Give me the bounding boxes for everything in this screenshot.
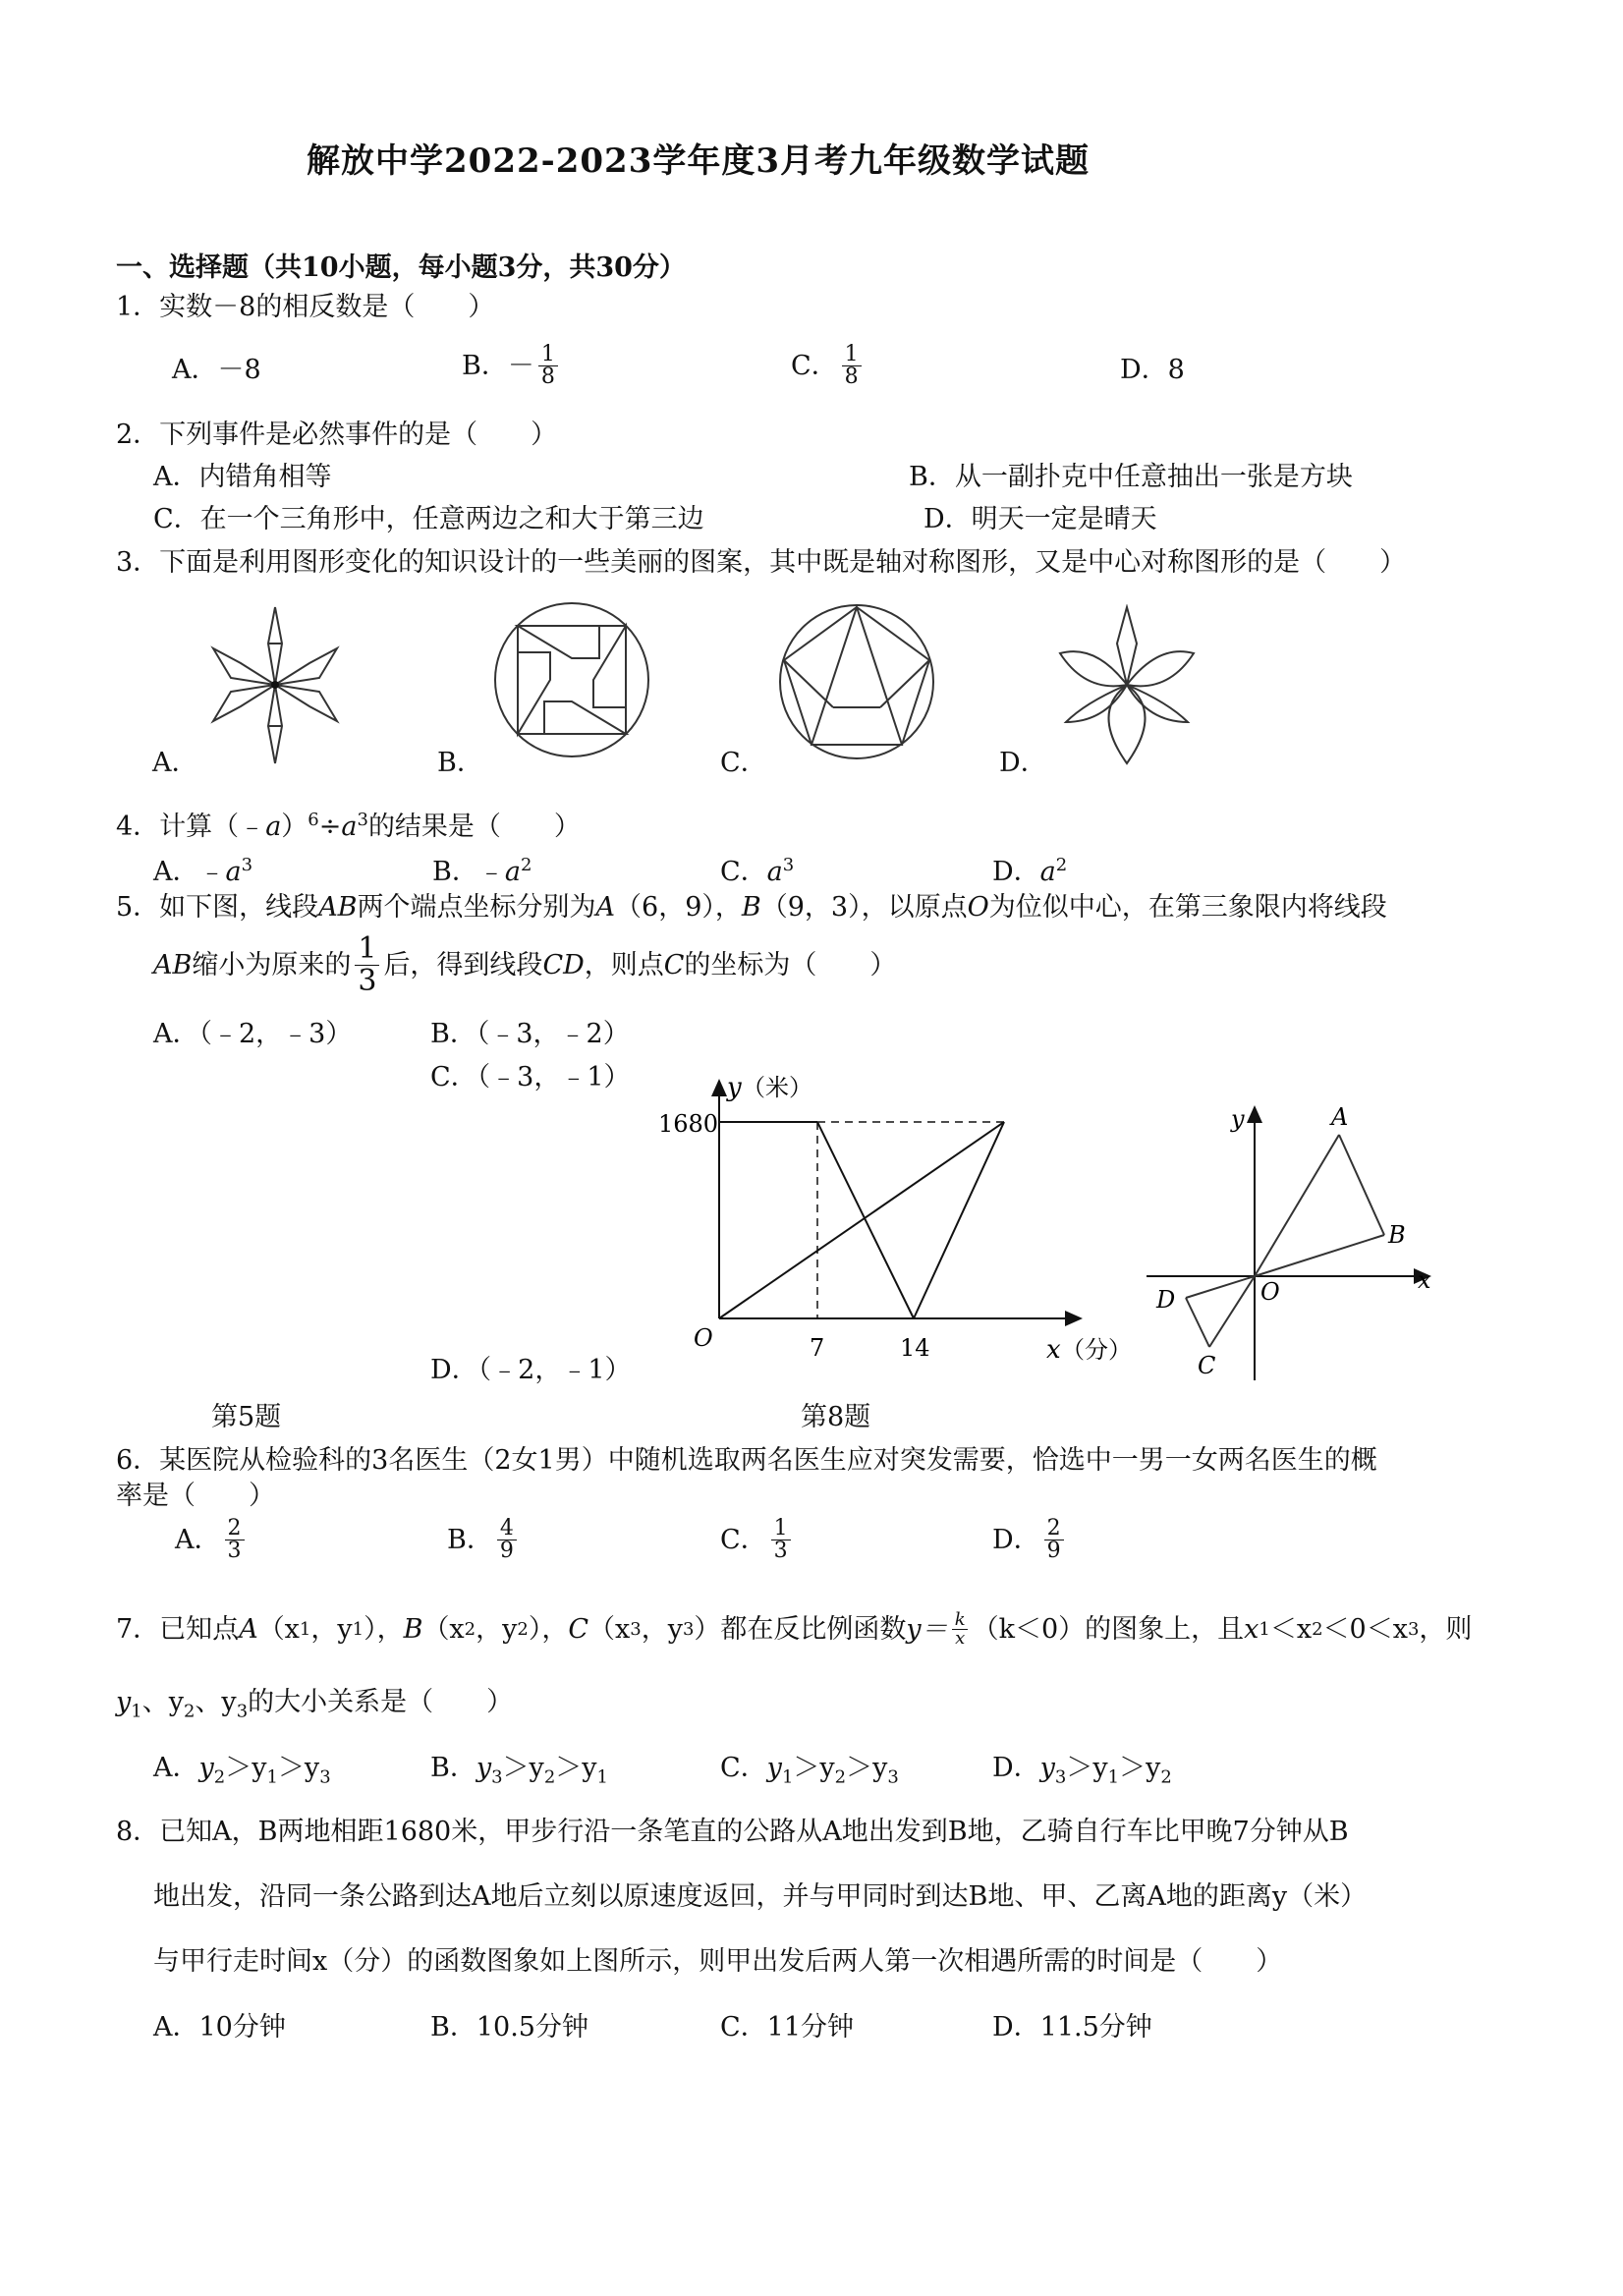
q6-option-d[interactable]: D． $\frac{2}{9}$ — [992, 1518, 1068, 1562]
q7-option-c[interactable]: C．$y_1>y_2>y_3$ — [720, 1753, 899, 1788]
q5-fig-y-label: y — [1231, 1105, 1245, 1133]
page-title: 解放中学2022-2023学年度3月考九年级数学试题 — [307, 141, 1091, 181]
q8-graph-x-7: 7 — [810, 1334, 825, 1362]
q8-stem-line3: 与甲行走时间x（分）的函数图象如上图所示，则甲出发后两人第一次相遇所需的时间是（ ） — [153, 1946, 1283, 1977]
q6-option-a[interactable]: A． $\frac{2}{3}$ — [175, 1518, 249, 1562]
q3-figure-b-square-pinwheel — [491, 599, 653, 761]
q7-option-d[interactable]: D．$y_3>y_1>y_2$ — [992, 1753, 1172, 1788]
q2-option-d[interactable]: D．明天一定是晴天 — [923, 504, 1157, 534]
q5-fig-x-label: x — [1418, 1266, 1431, 1294]
q2-stem: 2．下列事件是必然事件的是（ ） — [116, 420, 558, 450]
q3-figure-d-flower — [1056, 604, 1199, 766]
q6-option-b[interactable]: B． $\frac{4}{9}$ — [447, 1518, 521, 1562]
q1-option-c[interactable]: C． $\frac{1}{8}$ — [791, 344, 866, 388]
q6-option-c[interactable]: C． $\frac{1}{3}$ — [720, 1518, 795, 1562]
q5-stem-line1: 5．如下图，线段AB两个端点坐标分别为A（6，9），B（9，3），以原点O为位似中心，在第三象限内将线段 — [116, 892, 1387, 923]
q5-fig-point-c: C — [1198, 1352, 1216, 1379]
q8-graph-y-unit: （米） — [742, 1074, 812, 1101]
q3-figure-a-star — [201, 604, 349, 766]
q4-option-c[interactable]: C．$a^3$ — [720, 855, 795, 887]
q1-option-a[interactable]: A．－8 — [172, 355, 261, 385]
q4-option-b[interactable]: B．$﹣a^2$ — [432, 855, 532, 887]
q3-option-d[interactable]: D． — [999, 748, 1047, 778]
q8-graph-origin: O — [694, 1324, 713, 1352]
q8-stem-line1: 8．已知A，B两地相距1680米，甲步行沿一条笔直的公路从A地出发到B地，乙骑自行车比甲晚7分钟从B — [116, 1817, 1349, 1847]
q2-option-b[interactable]: B．从一副扑克中任意抽出一张是方块 — [909, 462, 1353, 492]
q7-option-b[interactable]: B．$y_3>y_2>y_1$ — [430, 1753, 608, 1788]
q2-option-c[interactable]: C．在一个三角形中，任意两边之和大于第三边 — [153, 504, 704, 534]
q3-stem: 3．下面是利用图形变化的知识设计的一些美丽的图案，其中既是轴对称图形，又是中心对称图形的是（ ） — [116, 547, 1407, 578]
q6-stem-line1: 6．某医院从检验科的3名医生（2女1男）中随机选取两名医生应对突发需要，恰选中一男一女两名医生的概 — [116, 1445, 1377, 1476]
q8-option-d[interactable]: D．11.5分钟 — [992, 2012, 1152, 2043]
q5-option-c[interactable]: C．（﹣3，﹣1） — [430, 1062, 631, 1092]
q4-option-a[interactable]: A．$﹣a^3$ — [153, 855, 253, 887]
q7-stem-line2: $y_1$、$y_2$、$y_3$的大小关系是（ ） — [116, 1687, 514, 1722]
q3-option-a[interactable]: A． — [152, 748, 198, 778]
q8-option-a[interactable]: A．10分钟 — [153, 2012, 286, 2043]
q8-graph-x-label: x — [1046, 1335, 1061, 1365]
q5-coordinate-figure — [1135, 1095, 1449, 1390]
q6-stem-line2: 率是（ ） — [116, 1481, 275, 1511]
q1-option-d[interactable]: D．8 — [1120, 355, 1185, 385]
q8-graph-y-1680: 1680 — [658, 1110, 719, 1138]
caption-fig8: 第8题 — [801, 1402, 871, 1432]
q8-graph-x-14: 14 — [900, 1334, 930, 1362]
q7-option-a[interactable]: A．$y_2>y_1>y_3$ — [153, 1753, 331, 1788]
q5-option-a[interactable]: A．（﹣2，﹣3） — [153, 1019, 353, 1049]
q2-option-a[interactable]: A．内错角相等 — [153, 462, 332, 492]
q3-option-b[interactable]: B． — [437, 748, 483, 778]
q4-option-d[interactable]: D．$a^2$ — [992, 855, 1068, 887]
q8-option-b[interactable]: B．10.5分钟 — [430, 2012, 588, 2043]
q7-stem-line1: 7．已知点 A （x 1 ，y 1 ）， B （x 2 ，y 2 ）， C （x 3 ，y 3 ）都在反比例函数 y＝ $\frac{k}{x}$ （k＜0）的图象上，且 x 1 ＜x 2 ＜0＜x 3 ，则 — [116, 1609, 1473, 1649]
q5-fig-point-d: D — [1156, 1286, 1176, 1314]
q5-fig-point-a: A — [1331, 1103, 1349, 1131]
q8-graph — [629, 1061, 1140, 1375]
section-heading: 一、选择题（共10小题，每小题3分，共30分） — [116, 252, 686, 283]
q3-figure-c-pentagon — [776, 599, 938, 761]
q8-graph-x-unit: （分） — [1061, 1336, 1132, 1364]
q4-stem: 4．计算$(﹣a)^6\div a^3$的结果是（ ） — [116, 810, 581, 842]
q5-stem-line2: AB 缩小为原来的 $\frac{1}{3}$ 后，得到线段 CD ，则点 C 的坐标为（ ） — [153, 931, 897, 998]
q1-stem: 1．实数－8的相反数是（ ） — [116, 292, 495, 322]
q8-graph-y-label: y — [727, 1073, 742, 1102]
q5-fig-origin: O — [1260, 1278, 1280, 1306]
q5-fig-point-b: B — [1388, 1221, 1406, 1249]
q1-option-b[interactable]: B． － $\frac{1}{8}$ — [462, 344, 562, 388]
q8-stem-line2: 地出发，沿同一条公路到达A地后立刻以原速度返回，并与甲同时到达B地、甲、乙离A地的距离y（米） — [153, 1881, 1368, 1912]
q5-option-d[interactable]: D．（﹣2，﹣1） — [430, 1355, 632, 1385]
q3-option-c[interactable]: C． — [720, 748, 767, 778]
caption-fig5: 第5题 — [211, 1402, 282, 1432]
q8-option-c[interactable]: C．11分钟 — [720, 2012, 855, 2043]
q5-option-b[interactable]: B．（﹣3，﹣2） — [430, 1019, 630, 1049]
